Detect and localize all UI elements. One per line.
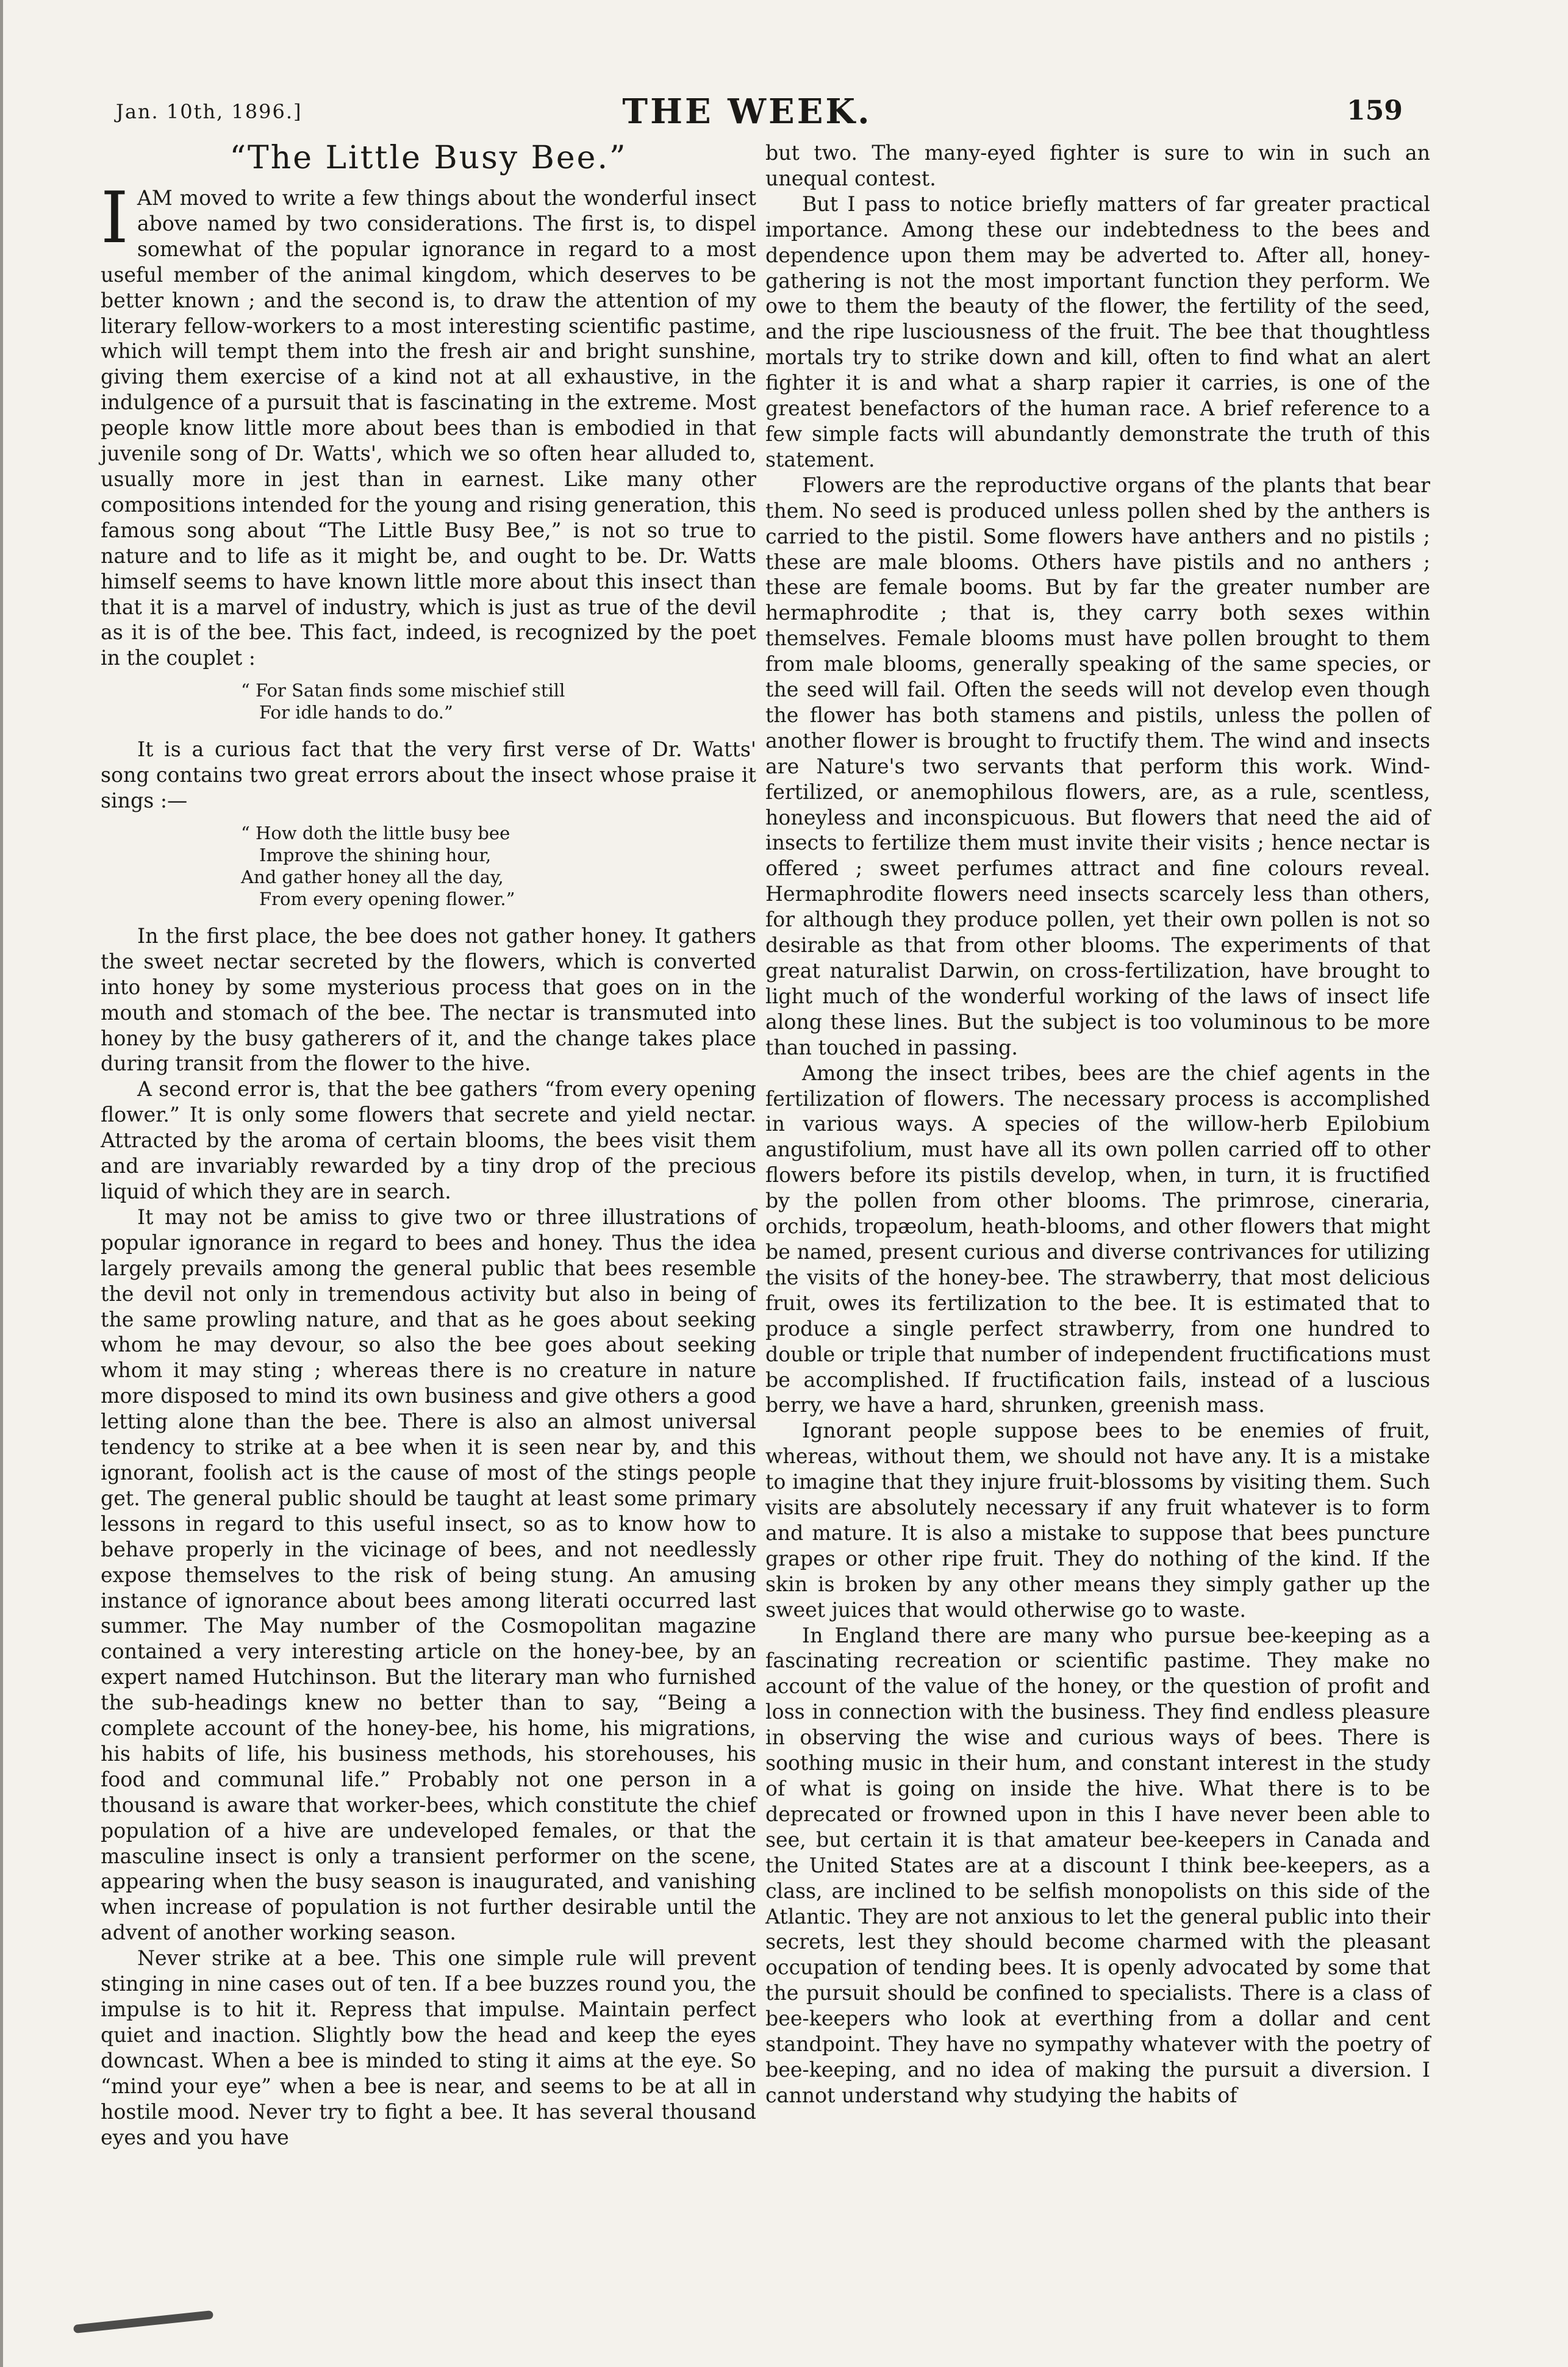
verse-line: “ For Satan finds some mischief still bbox=[241, 680, 565, 701]
article-paragraph: It may not be amiss to give two or three illustrations of popular ignorance in regard to bees and honey. Thus the idea largely prevails among the general public that bees resemble the devil not only in tremendous activity but also in being of the same prowling nature, and that as he goes about seeking whom he may devour, so also the bee goes about seeking whom it may sting ; whereas there is no creature in nature more disposed to mind its own business and give others a good letting alone than the bee. There is also an almost universal tendency to strike at a bee when it is seen near by, and this ignorant, foolish act is the cause of most of the stings people get. The general public should be taught at least some primary lessons in regard to this useful insect, so as to know how to behave properly in the vicinage of bees, and not needlessly expose themselves to the risk of being stung. An amusing instance of ignorance about bees among literati occurred last summer. The May number of the Cosmopolitan magazine contained a very interesting article on the honey-bee, by an expert named Hutchinson. But the literary man who furnished the sub-headings knew no better than to say, “Being a complete account of the honey-bee, his home, his migrations, his habits of life, his business methods, his storehouses, his food and communal life.” Probably not one person in a thousand is aware that worker-bees, which constitute the chief population of a hive are undeveloped females, or that the masculine insect is only a transient performer on the scene, appearing when the busy season is inaugurated, and vanishing when increase of population is not further desirable until the advent of another working season. bbox=[101, 1205, 756, 1945]
verse-line: For idle hands to do.” bbox=[259, 702, 453, 723]
article-paragraph: Ignorant people suppose bees to be enemies of fruit, whereas, without them, we should not have any. It is a mistake to imagine that they injure fruit-blossoms by visiting them. Such visits are absolutely necessary if any fruit whatever is to form and mature. It is also a mistake to suppose that bees puncture grapes or other ripe fruit. They do nothing of the kind. If the skin is broken by any other means they simply gather up the sweet juices that would otherwise go to waste. bbox=[765, 1419, 1430, 1622]
page-edge-rule bbox=[0, 0, 3, 2367]
article-paragraph: It is a curious fact that the very first verse of Dr. Watts' song contains two great errors about the insect whose praise it sings :— bbox=[101, 737, 756, 813]
page-header bbox=[91, 91, 1403, 140]
publication-title: THE WEEK. bbox=[622, 91, 872, 132]
article-paragraph: In the first place, the bee does not gather honey. It gathers the sweet nectar secreted by the flowers, which is converted into honey by some mysterious process that goes on in the mouth and stomach of the bee. The nectar is transmuted into honey by the busy gatherers of it, and the change takes place during transit from the flower to the hive. bbox=[101, 923, 756, 1076]
drop-cap: I bbox=[101, 177, 129, 259]
article-paragraph: But I pass to notice briefly matters of far greater practical importance. Among these our indebtedness to the bees and dependence upon them may be adverted to. After all, honey-gathering is not the most important function they perform. We owe to them the beauty of the flower, the fertility of the seed, and the ripe lusciousness of the fruit. The bee that thoughtless mortals try to strike down and kill, often to find what an alert fighter it is and what a sharp rapier it carries, is one of the greatest benefactors of the human race. A brief reference to a few simple facts will abundantly demonstrate the truth of this statement. bbox=[765, 192, 1430, 471]
column-right bbox=[765, 140, 1430, 2108]
article-paragraph bbox=[101, 177, 756, 671]
ink-smudge bbox=[73, 2310, 213, 2333]
issue-date: Jan. 10th, 1896.] bbox=[116, 100, 303, 123]
verse-line: Improve the shining hour, bbox=[259, 844, 492, 865]
article-paragraph: Flowers are the reproductive organs of the plants that bear them. No seed is produced unless pollen shed by the anthers is carried to the pistil. Some flowers have anthers and no pistils ; these are male blooms. Others have pistils and no anthers ; these are female booms. But by far the greater number are hermaphrodite ; that is, they carry both sexes within themselves. Female blooms must have pollen brought to them from male blooms, generally speaking of the same species, or the seed will fail. Often the seeds will not develop even though the flower has both stamens and pistils, unless the pollen of another flower is brought to fructify them. The wind and insects are Nature's two servants that perform this work. Wind-fertilized, or anemophilous flowers, are, as a rule, scentless, honeyless and inconspicuous. But flowers that need the aid of insects to fertilize them must invite their visits ; hence nectar is offered ; sweet perfumes attract and fine colours reveal. Hermaphrodite flowers need insects scarcely less than others, for although they produce pollen, yet their own pollen is not so desirable as that from other blooms. The experiments of that great naturalist Darwin, on cross-fertilization, have brought to light much of the wonderful working of the laws of insect life along these lines. But the subject is too voluminous to be more than touched in passing. bbox=[765, 473, 1430, 1059]
verse-couplet bbox=[101, 679, 756, 723]
verse-line: “ How doth the little busy bee bbox=[241, 822, 510, 843]
article-paragraph: but two. The many-eyed fighter is sure to win in such an unequal contest. bbox=[765, 141, 1430, 190]
article-paragraph: Never strike at a bee. This one simple rule will prevent stinging in nine cases out of ten. If a bee buzzes round you, the impulse is to hit it. Repress that impulse. Maintain perfect quiet and inaction. Slightly bow the head and keep the eyes downcast. When a bee is minded to sting it aims at the eye. So “mind your eye” when a bee is near, and seems to be at all in hostile mood. Never try to fight a bee. It has several thousand eyes and you have bbox=[101, 1946, 756, 2149]
article-paragraph: Among the insect tribes, bees are the chief agents in the fertilization of flowers. The necessary process is accomplished in various ways. A species of the willow-herb Epilobium angustifolium, must have all its own pollen carried off to other flowers before its pistils develop, when, in turn, it is fructified by the pollen from other blooms. The primrose, cineraria, orchids, tropæolum, heath-blooms, and other flowers that might be named, present curious and diverse contrivances for utilizing the visits of the honey-bee. The strawberry, that most delicious fruit, owes its fertilization to the bee. It is estimated that to produce a single perfect strawberry, from one hundred to double or triple that number of independent fructifications must be accomplished. If fructification fails, instead of a luscious berry, we have a hard, shrunken, greenish mass. bbox=[765, 1061, 1430, 1417]
article-paragraph: A second error is, that the bee gathers “from every opening flower.” It is only some flowers that secrete and yield nectar. Attracted by the aroma of certain blooms, the bees visit them and are invariably rewarded by a tiny drop of the precious liquid of which they are in search. bbox=[101, 1077, 756, 1203]
verse-line: And gather honey all the day, bbox=[241, 866, 504, 887]
verse-stanza bbox=[101, 822, 756, 910]
column-left bbox=[101, 139, 756, 2150]
page-number: 159 bbox=[1347, 95, 1403, 126]
article-title: “The Little Busy Bee.” bbox=[229, 140, 628, 176]
paragraph-text: AM moved to write a few things about the wonderful insect above named by two considerations. The first is, to dispel somewhat of the popular ignorance in regard to a most useful member of the animal kingdom, which deserves to be better known ; and the second is, to draw the attention of my literary fellow-workers to a most interesting scientific pastime, which will tempt them into the fresh air and bright sunshine, giving them exercise of a kind not at all exhaustive, in the indulgence of a pursuit that is fascinating in the extreme. Most people know little more about bees than is embodied in that juvenile song of Dr. Watts', which we so often hear alluded to, usually more in jest than in earnest. Like many other compositions intended for the young and rising generation, this famous song about “The Little Busy Bee,” is not so true to nature and to life as it might be, and ought to be. Dr. Watts himself seems to have known little more about this insect than that it is a marvel of industry, which is just as true of the devil as it is of the bee. This fact, indeed, is recognized by the poet in the couplet : bbox=[101, 186, 756, 670]
article-paragraph: In England there are many who pursue bee-keeping as a fascinating recreation or scientific pastime. They make no account of the value of the honey, or the question of profit and loss in connection with the business. They find endless pleasure in observing the wise and curious ways of bees. There is soothing music in their hum, and constant interest in the study of what is going on inside the hive. What there is to be deprecated or frowned upon in this I have never been able to see, but certain it is that amateur bee-keepers in Canada and the United States are at a discount I think bee-keepers, as a class, are inclined to be selfish monopolists on this side of the Atlantic. They are not anxious to let the general public into their secrets, lest they should become charmed with the pleasant occupation of tending bees. It is openly advocated by some that the pursuit should be confined to specialists. There is a class of bee-keepers who look at everthing from a dollar and cent standpoint. They have no sympathy whatever with the poetry of bee-keeping, and no idea of making the pursuit a diversion. I cannot understand why studying the habits of bbox=[765, 1623, 1430, 2107]
verse-line: From every opening flower.” bbox=[259, 888, 515, 909]
